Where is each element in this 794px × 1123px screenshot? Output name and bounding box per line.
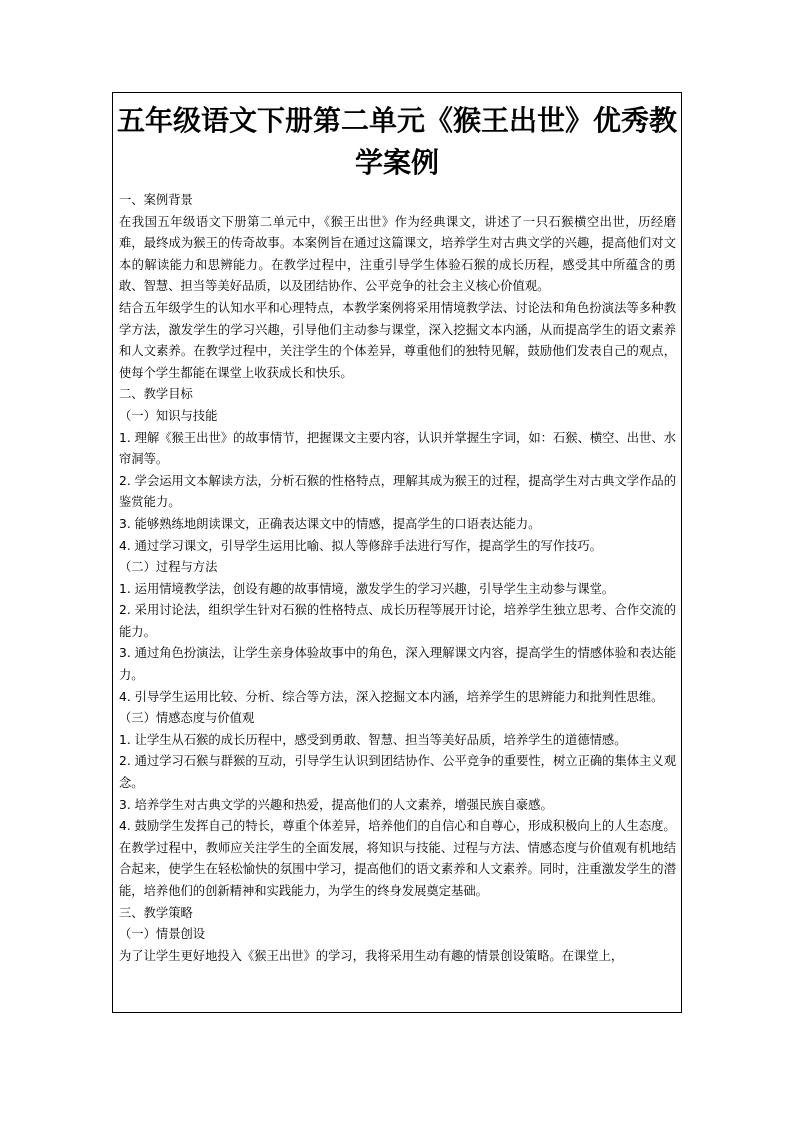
section-heading: 二、教学目标 bbox=[119, 387, 193, 402]
body-paragraph: 在我国五年级语文下册第二单元中，《猴王出世》作为经典课文，讲述了一只石猴横空出世，历经磨难，最终成为猴王的传奇故事。本案例旨在通过这篇课文，培养学生对古典文学的兴趣，提高他们对文本的解读能力和思辨能力。在教学过程中，注重引导学生体验石猴的成长历程，感受其中所蕴含的勇敢、智慧、担当等美好品质，以及团结协作、公平竞争的社会主义核心价值观。 bbox=[119, 214, 676, 294]
subsection-heading: （一）情景创设 bbox=[119, 927, 206, 942]
body-paragraph: 2. 采用讨论法，组织学生针对石猴的性格特点、成长历程等展开讨论，培养学生独立思考、合作交流的能力。 bbox=[119, 603, 676, 639]
body-paragraph: 结合五年级学生的认知水平和心理特点，本教学案例将采用情境教学法、讨论法和角色扮演法等多种教学方法，激发学生的学习兴趣，引导他们主动参与课堂，深入挖掘文本内涵，从而提高学生的语文素养和人文素养。在教学过程中，关注学生的个体差异，尊重他们的独特见解，鼓励他们发表自己的观点，使每个学生都能在课堂上收获成长和快乐。 bbox=[119, 300, 676, 380]
subsection-heading: （二）过程与方法 bbox=[119, 560, 218, 575]
body-paragraph: 4. 通过学习课文，引导学生运用比喻、拟人等修辞手法进行写作，提高学生的写作技巧。 bbox=[119, 538, 602, 553]
body-paragraph: 3. 培养学生对古典文学的兴趣和热爱，提高他们的人文素养，增强民族自豪感。 bbox=[119, 797, 553, 812]
body-paragraph: 2. 学会运用文本解读方法，分析石猴的性格特点，理解其成为猴王的过程，提高学生对古典文学作品的鉴赏能力。 bbox=[119, 473, 676, 510]
document-body bbox=[113, 190, 681, 967]
section-heading: 一、案例背景 bbox=[119, 193, 193, 207]
document-frame bbox=[112, 92, 682, 1013]
body-paragraph: 3. 能够熟练地朗读课文，正确表达课文中的情感，提高学生的口语表达能力。 bbox=[119, 516, 541, 531]
subsection-heading: （一）知识与技能 bbox=[119, 408, 218, 423]
body-paragraph: 1. 运用情境教学法，创设有趣的故事情境，激发学生的学习兴趣，引导学生主动参与课堂。 bbox=[119, 581, 615, 596]
body-paragraph: 1. 让学生从石猴的成长历程中，感受到勇敢、智慧、担当等美好品质，培养学生的道德情感。 bbox=[119, 732, 627, 747]
subsection-heading: （三）情感态度与价值观 bbox=[119, 711, 255, 726]
section-heading: 三、教学策略 bbox=[119, 905, 193, 920]
body-paragraph: 在教学过程中，教师应关注学生的全面发展，将知识与技能、过程与方法、情感态度与价值观有机地结合起来，使学生在轻松愉快的氛围中学习，提高他们的语文素养和人文素养。同时，注重激发学生的潜能，培养他们的创新精神和实践能力，为学生的终身发展奠定基础。 bbox=[119, 840, 676, 898]
body-paragraph: 1. 理解《猴王出世》的故事情节，把握课文主要内容，认识并掌握生字词，如：石猴、横空、出世、水帘洞等。 bbox=[119, 430, 676, 467]
body-paragraph: 4. 鼓励学生发挥自己的特长，尊重个体差异，培养他们的自信心和自尊心，形成积极向上的人生态度。 bbox=[119, 819, 676, 834]
body-paragraph: 3. 通过角色扮演法，让学生亲身体验故事中的角色，深入理解课文内容，提高学生的情感体验和表达能力。 bbox=[119, 646, 676, 683]
body-paragraph: 4. 引导学生运用比较、分析、综合等方法，深入挖掘文本内涵，培养学生的思辨能力和批判性思维。 bbox=[119, 689, 664, 704]
body-paragraph: 为了让学生更好地投入《猴王出世》的学习，我将采用生动有趣的情景创设策略。在课堂上， bbox=[119, 948, 624, 963]
body-paragraph: 2. 通过学习石猴与群猴的互动，引导学生认识到团结协作、公平竞争的重要性，树立正确的集体主义观念。 bbox=[119, 754, 676, 791]
document-title: 五年级语文下册第二单元《猴王出世》优秀教学案例 bbox=[117, 104, 678, 179]
